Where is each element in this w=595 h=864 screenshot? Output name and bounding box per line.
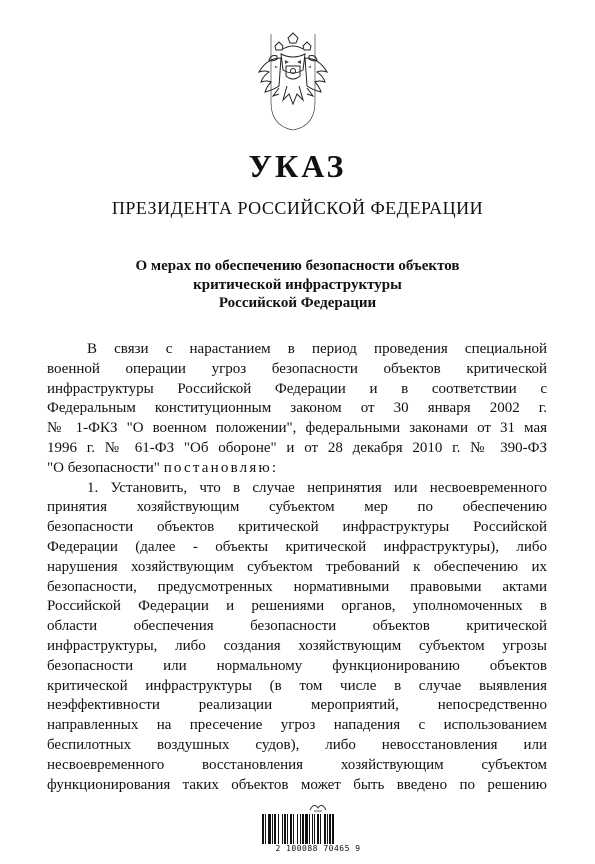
body-line: беспилотных воздушных судов), либо невосстановления или [47, 736, 547, 753]
body-line: нарушения хозяйствующим субъектом требований к обеспечению их [47, 558, 547, 575]
body-line: функционирования таких объектов может быть введено по решению [47, 776, 547, 793]
body-line: безопасности, предусмотренных нормативными правовыми актами [47, 578, 547, 595]
barcode [258, 800, 378, 858]
body-line: военной операции угроз безопасности объектов критической [47, 360, 547, 377]
body-line: критической инфраструктуры (в том числе в случае выявления [47, 677, 547, 694]
body-line: Федерации (далее - объекты критической инфраструктуры), либо [47, 538, 547, 555]
body-line: № 1-ФКЗ "О военном положении", федеральными законами от 31 мая [47, 420, 547, 437]
body-line-start: "О безопасности" [47, 459, 164, 476]
body-line: безопасности объектов критической инфраструктуры Российской [47, 519, 547, 536]
body-line: 1. Установить, что в случае непринятия или несвоевременного [87, 479, 547, 496]
heading-line: Российской Федерации [218, 295, 377, 311]
body-line: принятия хозяйствующим субъектом мер по обеспечению [47, 499, 547, 516]
body-line: 1996 г. № 61-ФЗ "Об обороне" и от 28 декабря 2010 г. № 390-ФЗ [47, 439, 547, 456]
body-line: области обеспечения безопасности объектов критической [47, 618, 547, 635]
barcode-number: 2 100088 70465 9 [275, 844, 361, 853]
ornament-icon [308, 800, 328, 812]
body-line: неэффективности реализации мероприятий, непосредственно [47, 697, 547, 714]
body-line [47, 459, 547, 479]
body-line: инфраструктуры Российской Федерации и в соответствии с [47, 380, 547, 397]
body-line: Федеральным конституционным законом от 30 января 2002 г. [47, 400, 547, 417]
body-line: безопасности или нормальному функционированию объектов [47, 657, 547, 674]
heading-line: О мерах по обеспечению безопасности объектов [135, 258, 460, 274]
heading-line: критической инфраструктуры [193, 276, 402, 293]
body-line: Российской Федерации и решениями органов, уполномоченных в [47, 598, 547, 615]
body-line: В связи с нарастанием в период проведения специальной [87, 341, 547, 357]
body-line: несвоевременного восстановления хозяйствующим субъектом [47, 756, 547, 773]
postanovlyayu: постановляю: [163, 459, 279, 476]
document-title: УКАЗ [248, 148, 347, 184]
coat-of-arms-icon [255, 32, 331, 132]
decree-heading [60, 257, 535, 313]
barcode-icon [258, 814, 378, 844]
document-subtitle: ПРЕЗИДЕНТА РОССИЙСКОЙ ФЕДЕРАЦИИ [111, 198, 484, 218]
body-line: направленных на пресечение угроз нападения с использованием [47, 717, 547, 734]
body-line: инфраструктуры, либо создания хозяйствующим субъектом угрозы [47, 637, 547, 654]
decree-body [47, 340, 547, 795]
